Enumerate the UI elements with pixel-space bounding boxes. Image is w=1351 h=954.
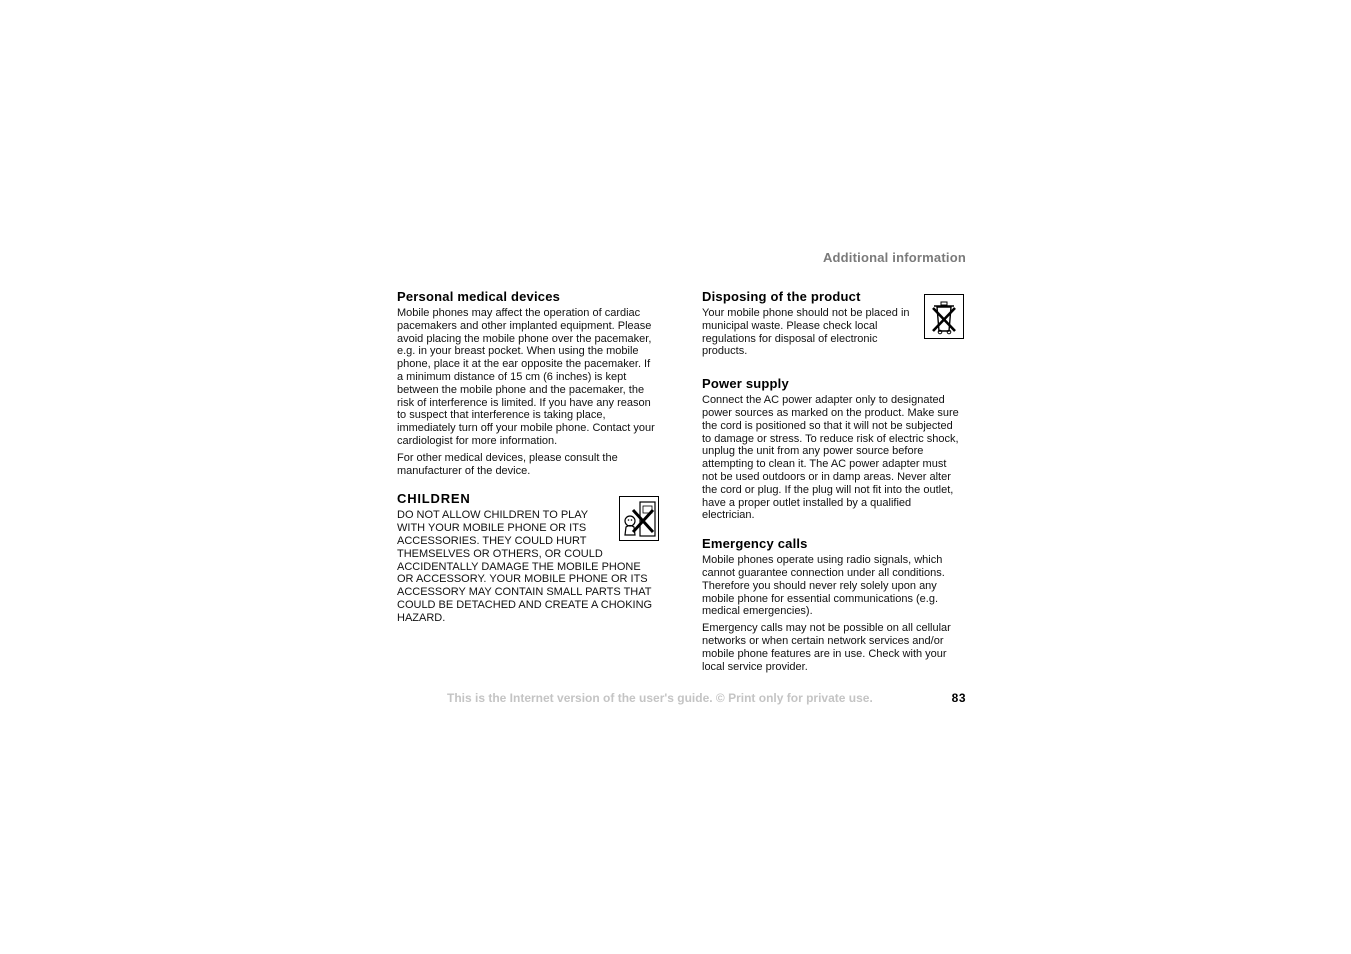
section-personal-medical-devices [397,289,659,477]
right-column [702,289,964,687]
paragraph-power-supply: Connect the AC power adapter only to designated power sources as marked on the product. Make sure the cord is positioned so that it will not be subjected to damage or stress. To reduce risk of electric shock, unplug the unit from any power source before attempting to clean it. The AC power adapter must not be used outdoors or in damp areas. Never alter the cord or plug. If the plug will not fit into the outlet, have a proper outlet installed by a qualified electrician. [702,394,959,522]
heading-children: CHILDREN [397,491,471,507]
section-power-supply [702,372,964,522]
paragraph-emergency-radio: Mobile phones operate using radio signals, which cannot guarantee connection under all conditions. Therefore you should never rely solely upon any mobile phone for essential communications (e.g. medical emergencies). [702,554,945,618]
section-emergency-calls [702,536,964,673]
no-children-icon [619,496,659,541]
crossed-bin-icon [924,294,964,339]
heading-personal-medical-devices: Personal medical devices [397,289,561,304]
paragraph-emergency-networks: Emergency calls may not be possible on all cellular networks or when certain network services and/or mobile phone features are in use. Check with your local service provider. [702,622,951,673]
running-header-title: Additional information [822,250,966,265]
paragraph-children-warning: DO NOT ALLOW CHILDREN TO PLAY WITH YOUR MOBILE PHONE OR ITS ACCESSORIES. THEY COULD HURT THEMSELVES OR OTHERS, OR COULD ACCIDENTALLY DAMAGE THE MOBILE PHONE OR ACCESSORY. YOUR MOBILE PHONE OR ITS ACCESSORY MAY CONTAIN SMALL PARTS THAT COULD BE DETACHED AND CREATE A CHOKING HAZARD. [397,509,653,624]
heading-emergency-calls: Emergency calls [702,536,808,552]
page-number: 83 [951,691,966,705]
section-children [397,491,659,624]
footer-notice: This is the Internet version of the user's guide. © Print only for private use. [447,691,873,705]
paragraph-other-medical-devices: For other medical devices, please consult the manufacturer of the device. [397,451,618,477]
heading-disposing-of-product: Disposing of the product [702,289,861,304]
paragraph-pacemakers: Mobile phones may affect the operation of cardiac pacemakers and other implanted equipment. Please avoid placing the mobile phone over the pacemaker, e.g. in your breast pocket. When using the mobile phone, place it at the ear opposite the pacemaker. If a minimum distance of 15 cm (6 inches) is kept between the mobile phone and the pacemaker, the risk of interference is limited. If you have any reason to suspect that interference is taking place, immediately turn off your mobile phone. Contact your cardiologist for more information. [397,307,655,447]
heading-power-supply: Power supply [702,376,789,392]
left-column [397,289,659,639]
paragraph-disposing: Your mobile phone should not be placed in municipal waste. Please check local regulations for disposal of electronic products. [702,307,910,358]
section-disposing-of-product [702,289,964,358]
